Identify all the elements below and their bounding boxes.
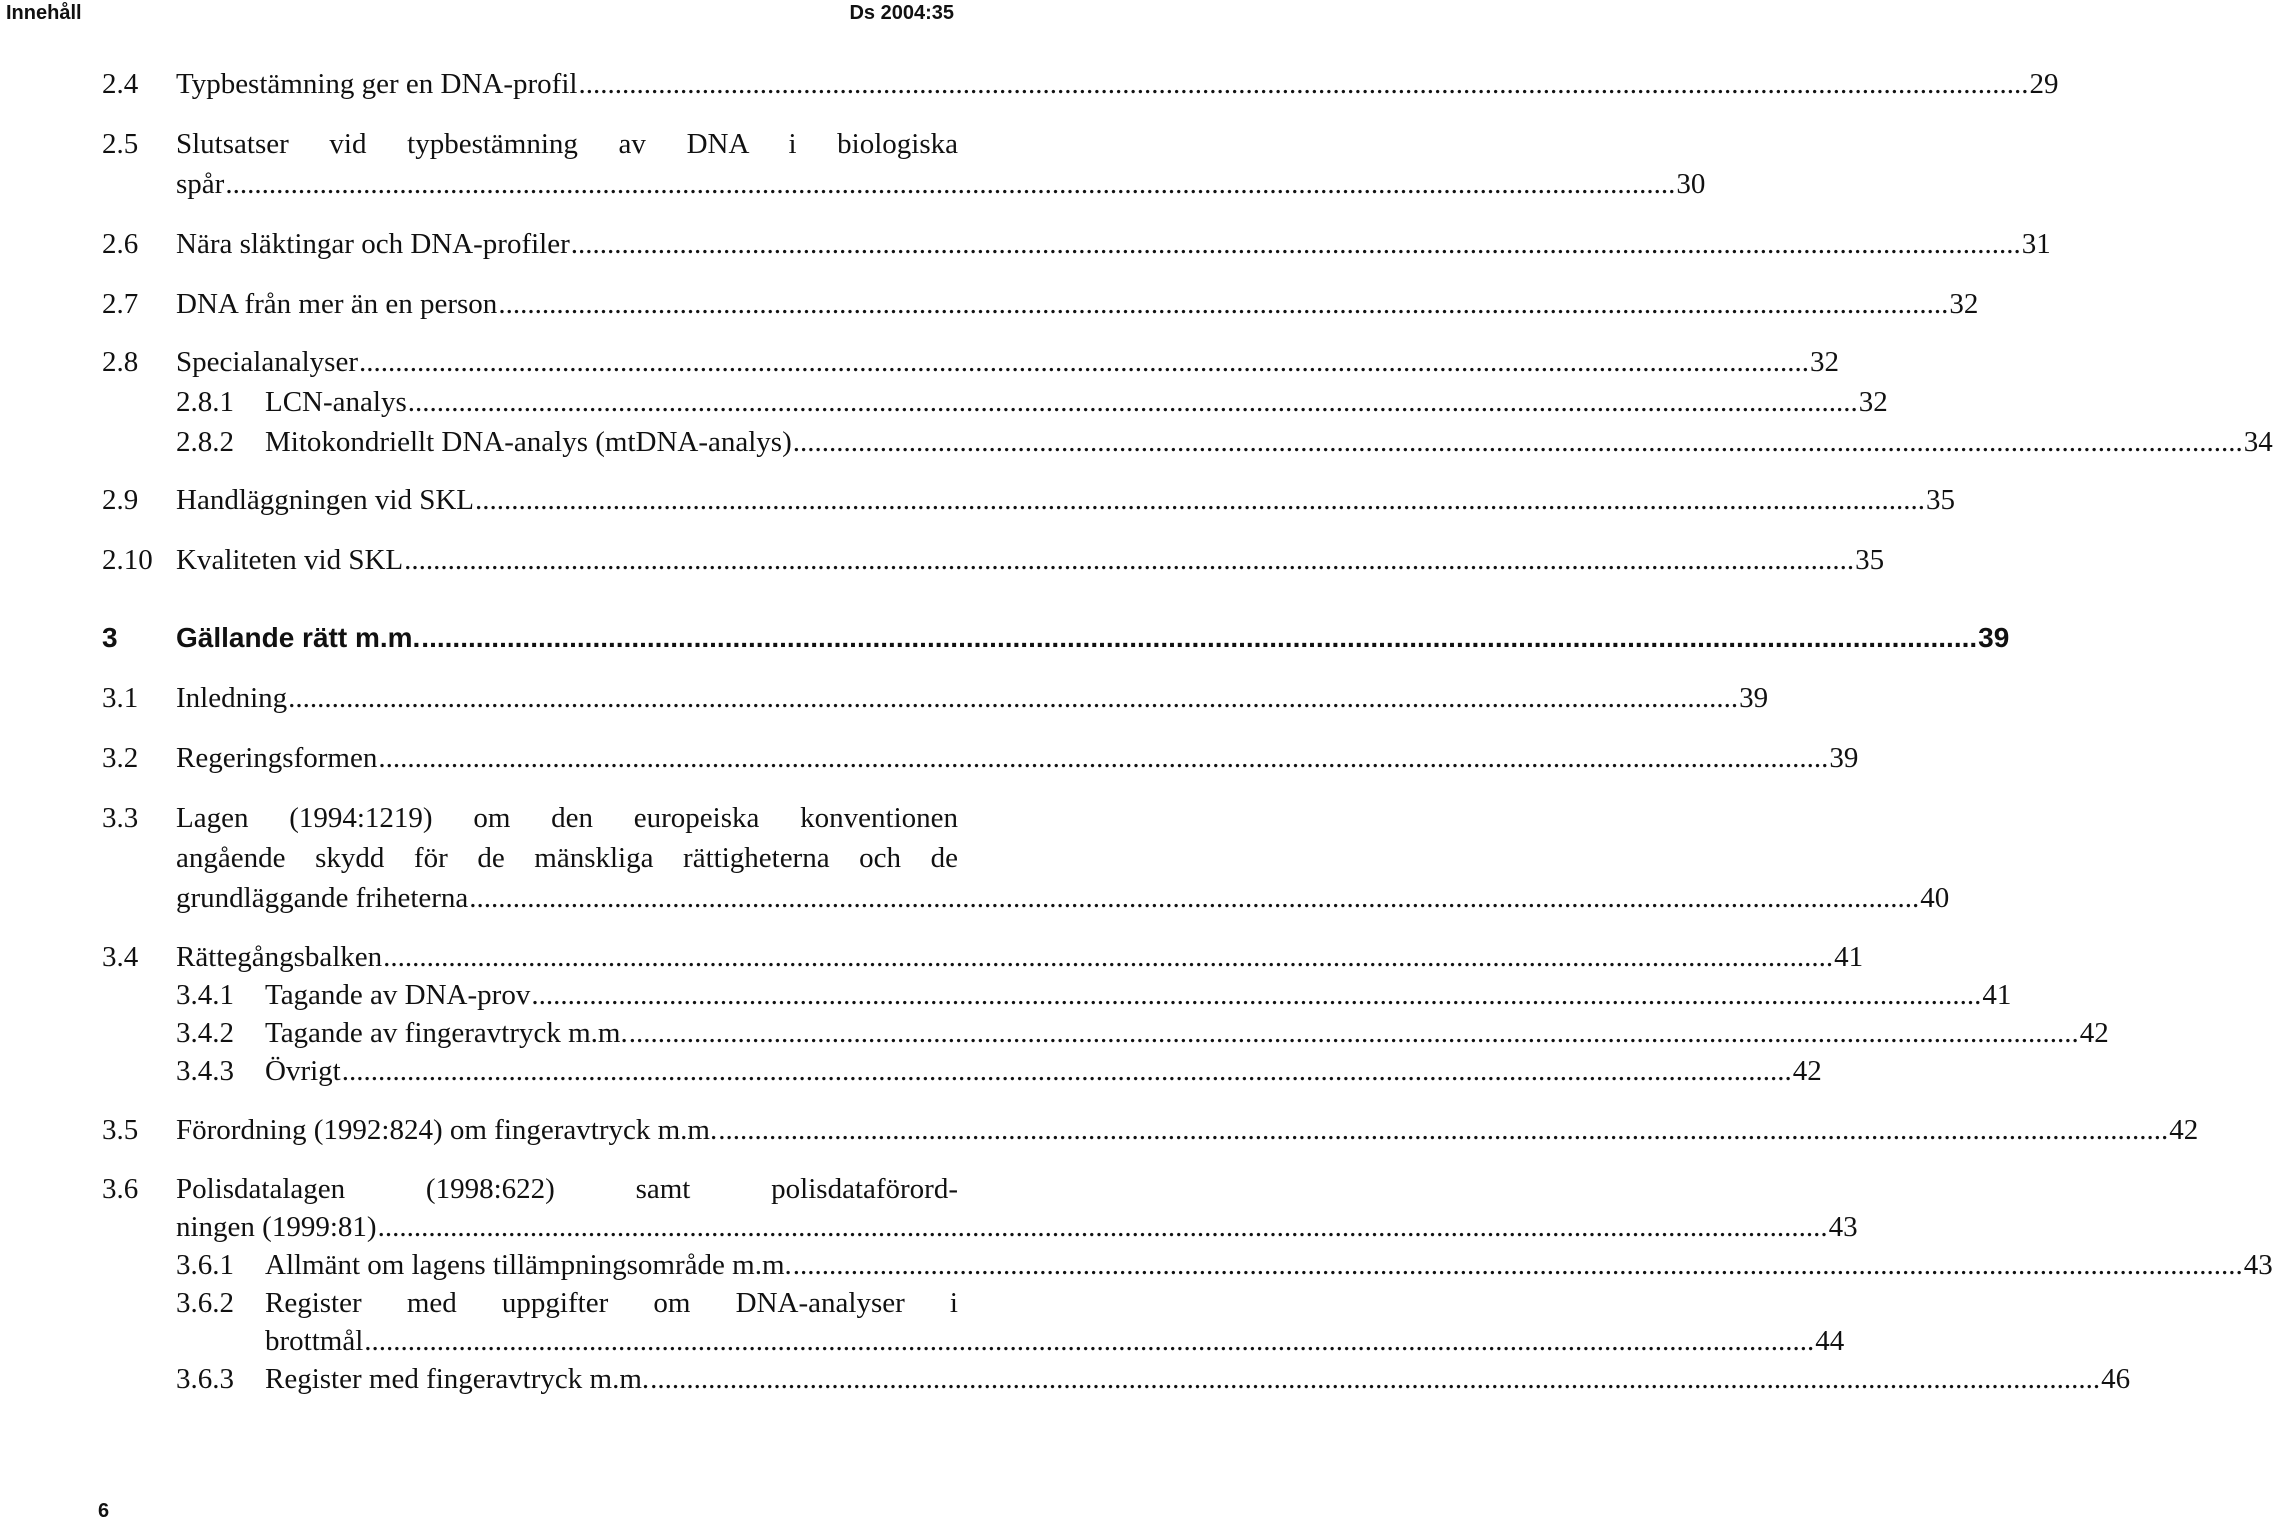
toc-entry-number: 3.6.3 [176, 1363, 234, 1395]
toc-entry-number: 3.4.2 [176, 1017, 234, 1049]
toc-entry-title: spår [176, 168, 225, 200]
toc-entry-page: 32 [1809, 346, 1839, 378]
page-number: 6 [98, 1500, 110, 1522]
toc-entry-title: Tagande av fingeravtryck m.m. [265, 1017, 628, 1049]
toc-entry-number: 2.8.1 [176, 386, 234, 418]
dot-leader: ........................................................................................................................................................................................................ [792, 426, 2243, 458]
dot-leader: ........................................................................................................................................................................................................ [407, 386, 1858, 418]
toc-entry-title: LCN-analys [265, 386, 407, 418]
toc-entry-number: 3.4 [102, 941, 139, 973]
toc-entry-page: 43 [2243, 1249, 2273, 1281]
toc-entry-number: 3.6.1 [176, 1249, 234, 1281]
toc-entry-title: Inledning [176, 682, 288, 714]
toc-entry-page: 31 [2021, 228, 2051, 260]
toc-entry-number: 2.4 [102, 68, 139, 100]
toc-entry-title: DNA från mer än en person [176, 288, 498, 320]
toc-entry-title: Nära släktingar och DNA-profiler [176, 228, 570, 260]
toc-entry-number: 2.6 [102, 228, 139, 260]
toc-entry-page: 42 [1792, 1055, 1822, 1087]
toc-entry-number: 3.6 [102, 1173, 139, 1205]
toc-entry-page: 34 [2243, 426, 2273, 458]
dot-leader: ........................................................................................................................................................................................................ [225, 168, 1676, 200]
toc-entry-number: 2.10 [102, 544, 153, 576]
toc-entry-title: Specialanalyser [176, 346, 358, 378]
dot-leader: ........................................................................................................................................................................................................ [578, 68, 2029, 100]
toc-entry-page: 44 [1815, 1325, 1845, 1357]
running-header-section: Innehåll [6, 2, 82, 24]
toc-entry-title: Slutsatser vid typbestämning av DNA i biologiska [176, 128, 958, 160]
toc-entry-number: 2.7 [102, 288, 139, 320]
toc-entry-page: 40 [1920, 882, 1950, 914]
toc-entry-title: grundläggande friheterna [176, 882, 469, 914]
toc-entry-page: 41 [1834, 941, 1864, 973]
dot-leader: ........................................................................................................................................................................................................ [531, 979, 1982, 1011]
toc-entry-title: Register med uppgifter om DNA-analyser i [265, 1287, 958, 1319]
toc-entry-page: 42 [2079, 1017, 2109, 1049]
dot-leader: ........................................................................................................................................................................................................ [469, 882, 1920, 914]
toc-entry-page: 39 [1829, 742, 1859, 774]
toc-entry-title: Allmänt om lagens tillämpningsområde m.m. [265, 1249, 792, 1281]
toc-entry-page: 30 [1676, 168, 1706, 200]
toc-entry-page: 43 [1828, 1211, 1858, 1243]
dot-leader: ........................................................................................................................................................................................................ [628, 1017, 2079, 1049]
toc-entry-page: 29 [2029, 68, 2059, 100]
toc-entry-number: 2.9 [102, 484, 139, 516]
toc-entry-number: 2.8 [102, 346, 139, 378]
toc-entry-title: Övrigt [265, 1055, 341, 1087]
toc-entry-title: Kvaliteten vid SKL [176, 544, 404, 576]
toc-entry-title: Mitokondriellt DNA-analys (mtDNA-analys) [265, 426, 792, 458]
toc-entry-number: 3.1 [102, 682, 139, 714]
toc-entry-title: Tagande av DNA-prov [265, 979, 531, 1011]
toc-entry-page: 32 [1858, 386, 1888, 418]
toc-entry-page: 42 [2169, 1114, 2199, 1146]
dot-leader: ........................................................................................................................................................................................................ [421, 622, 1978, 653]
dot-leader: ........................................................................................................................................................................................................ [288, 682, 1739, 714]
toc-entry-title: ningen (1999:81) [176, 1211, 377, 1243]
toc-entry-title: angående skydd för de mänskliga rättigheterna och de [176, 842, 958, 874]
dot-leader: ........................................................................................................................................................................................................ [498, 288, 1949, 320]
toc-entry-number: 3.5 [102, 1114, 139, 1146]
toc-entry-number: 3.4.1 [176, 979, 234, 1011]
toc-entry-number: 2.8.2 [176, 426, 234, 458]
toc-entry-number: 3.6.2 [176, 1287, 234, 1319]
toc-entry-number: 3 [102, 622, 118, 653]
toc-entry-title: Regeringsformen [176, 742, 378, 774]
toc-entry-title: Rättegångsbalken [176, 941, 383, 973]
toc-entry-page: 46 [2101, 1363, 2131, 1395]
toc-entry-page: 41 [1982, 979, 2012, 1011]
toc-entry-number: 3.4.3 [176, 1055, 234, 1087]
toc-entry-title: Typbestämning ger en DNA-profil [176, 68, 578, 100]
dot-leader: ........................................................................................................................................................................................................ [650, 1363, 2101, 1395]
dot-leader: ........................................................................................................................................................................................................ [718, 1114, 2169, 1146]
toc-entry-page: 39 [1978, 622, 2010, 653]
toc-entry-title: Lagen (1994:1219) om den europeiska konventionen [176, 802, 958, 834]
dot-leader: ........................................................................................................................................................................................................ [377, 1211, 1828, 1243]
dot-leader: ........................................................................................................................................................................................................ [341, 1055, 1792, 1087]
toc-entry-title: brottmål [265, 1325, 364, 1357]
toc-entry-title: Polisdatalagen (1998:622) samt polisdataförord- [176, 1173, 958, 1205]
toc-entry-number: 3.2 [102, 742, 139, 774]
dot-leader: ........................................................................................................................................................................................................ [570, 228, 2021, 260]
toc-entry-page: 35 [1855, 544, 1885, 576]
toc-entry-page: 35 [1926, 484, 1956, 516]
toc-entry-page: 39 [1739, 682, 1769, 714]
dot-leader: ........................................................................................................................................................................................................ [404, 544, 1855, 576]
dot-leader: ........................................................................................................................................................................................................ [792, 1249, 2243, 1281]
dot-leader: ........................................................................................................................................................................................................ [364, 1325, 1815, 1357]
toc-entry-number: 3.3 [102, 802, 139, 834]
toc-entry-title: Gällande rätt m.m. [176, 622, 421, 653]
toc-entry-title: Handläggningen vid SKL [176, 484, 475, 516]
dot-leader: ........................................................................................................................................................................................................ [475, 484, 1926, 516]
dot-leader: ........................................................................................................................................................................................................ [378, 742, 1829, 774]
toc-entry-page: 32 [1949, 288, 1979, 320]
dot-leader: ........................................................................................................................................................................................................ [383, 941, 1834, 973]
dot-leader: ........................................................................................................................................................................................................ [358, 346, 1809, 378]
toc-entry-title: Förordning (1992:824) om fingeravtryck m.m. [176, 1114, 718, 1146]
toc-entry-title: Register med fingeravtryck m.m. [265, 1363, 650, 1395]
toc-entry-number: 2.5 [102, 128, 139, 160]
running-header-document: Ds 2004:35 [849, 2, 954, 24]
